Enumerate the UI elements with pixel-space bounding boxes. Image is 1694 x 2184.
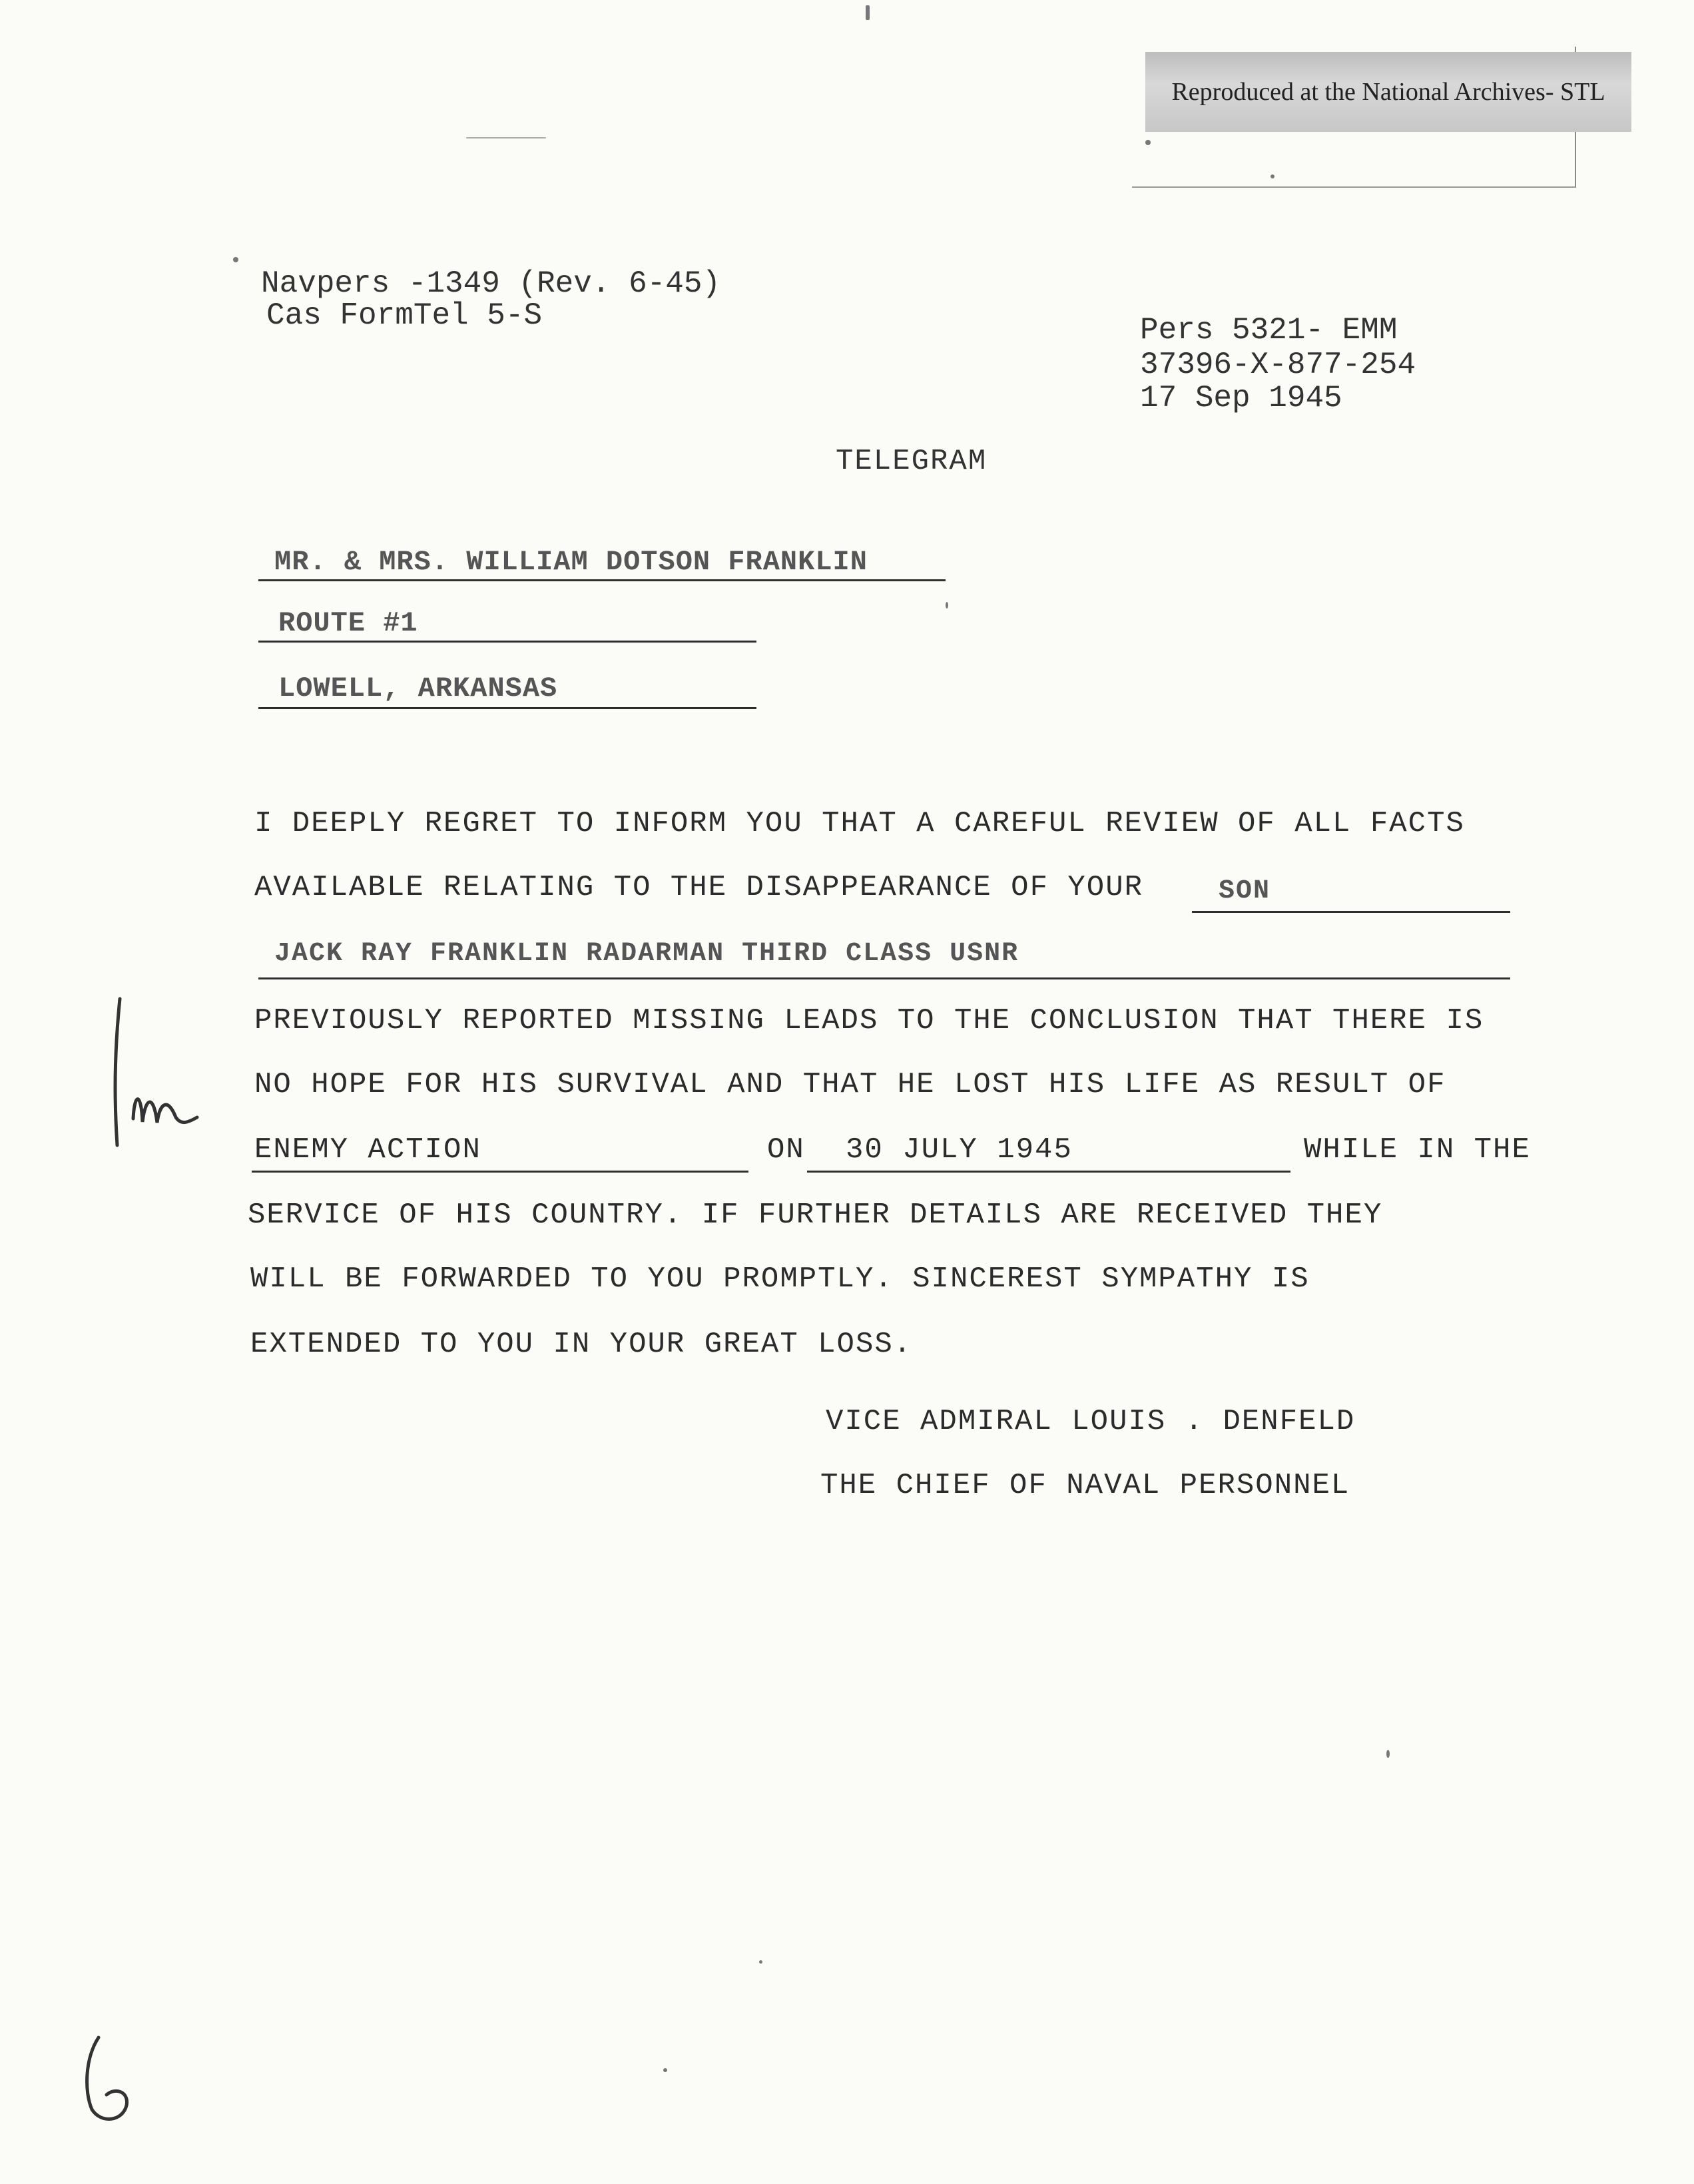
relation-field: SON [1219,876,1271,906]
scan-speck [1270,174,1274,178]
reference-date: 17 Sep 1945 [1140,381,1342,415]
scan-speck [233,257,238,262]
scan-speck [663,2068,667,2072]
addressee-street: ROUTE #1 [278,607,418,639]
scan-speck [866,5,870,20]
message-line-2: AVAILABLE RELATING TO THE DISAPPEARANCE OF YOUR [254,871,1144,904]
name-rank-field: JACK RAY FRANKLIN RADARMAN THIRD CLASS USNR [274,939,1019,969]
name-rank-rule [258,977,1510,979]
reference-number: 37396-X-877-254 [1140,348,1416,382]
relation-rule [1192,911,1510,913]
cause-rule [252,1171,748,1173]
addressee-name: MR. & MRS. WILLIAM DOTSON FRANKLIN [274,546,868,578]
handwritten-mark [72,2031,145,2131]
cause-field: ENEMY ACTION [254,1133,481,1167]
death-date-rule [807,1171,1290,1173]
scan-speck [466,137,546,138]
reference-code: Pers 5321- EMM [1140,313,1398,348]
addressee-name-rule [258,579,946,581]
on-label: ON [767,1133,805,1167]
message-line-8: WILL BE FORWARDED TO YOU PROMPTLY. SINCEREST SYMPATHY IS [250,1262,1310,1296]
message-line-1: I DEEPLY REGRET TO INFORM YOU THAT A CAREFUL REVIEW OF ALL FACTS [254,807,1465,840]
while-label: WHILE IN THE [1304,1133,1531,1167]
archive-stamp-text: Reproduced at the National Archives- STL [1171,78,1605,106]
handwritten-initials [107,992,240,1165]
addressee-street-rule [258,641,756,643]
death-date-field: 30 JULY 1945 [846,1133,1073,1167]
form-number: Navpers -1349 (Rev. 6-45) [261,266,721,301]
message-line-5: NO HOPE FOR HIS SURVIVAL AND THAT HE LOST HIS LIFE AS RESULT OF [254,1068,1446,1101]
document-title: TELEGRAM [836,445,988,478]
signatory-title: THE CHIEF OF NAVAL PERSONNEL [820,1469,1350,1502]
scan-speck [1145,140,1151,145]
message-line-4: PREVIOUSLY REPORTED MISSING LEADS TO THE CONCLUSION THAT THERE IS [254,1004,1484,1037]
message-line-9: EXTENDED TO YOU IN YOUR GREAT LOSS. [250,1328,913,1361]
scan-speck [1386,1750,1390,1758]
archive-stamp [1145,52,1631,132]
form-subtype: Cas FormTel 5-S [266,298,543,333]
message-line-7: SERVICE OF HIS COUNTRY. IF FURTHER DETAILS ARE RECEIVED THEY [248,1199,1383,1232]
addressee-city-rule [258,707,756,709]
addressee-city: LOWELL, ARKANSAS [278,673,558,704]
signatory-name: VICE ADMIRAL LOUIS . DENFELD [826,1405,1356,1438]
scan-speck [946,602,948,609]
scan-speck [759,1960,762,1964]
